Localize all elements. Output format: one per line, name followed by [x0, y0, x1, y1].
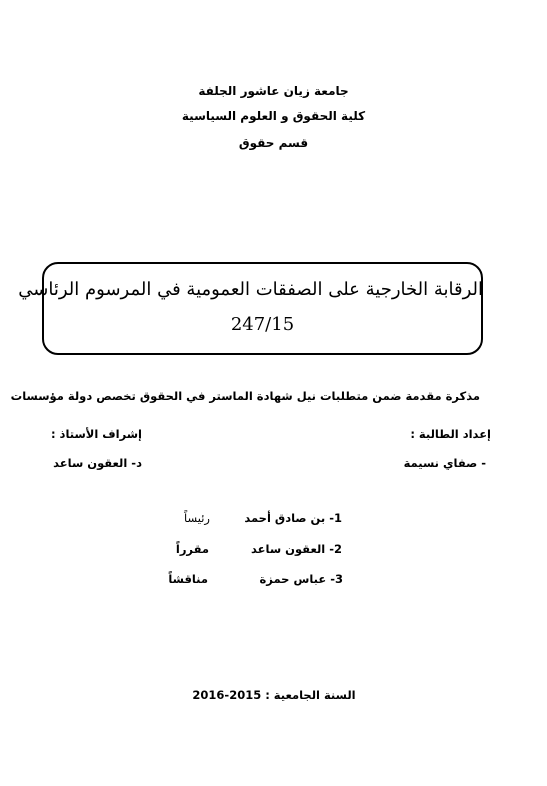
jury-member-3-role: مناقشاً: [168, 572, 208, 586]
academic-year: السنة الجامعية : 2015-2016: [192, 688, 356, 702]
thesis-title-line-1: الرقابة الخارجية على الصفقات العمومية في المرسوم الرئاسي: [18, 279, 483, 300]
jury-member-1-name: 1- بن صادق أحمد: [244, 511, 342, 525]
supervisor-name: د- العقون ساعد: [53, 456, 142, 470]
jury-member-2-name: 2- العقون ساعد: [251, 542, 342, 556]
jury-member-2-role: مقرراً: [175, 542, 209, 556]
supervisor-label: إشراف الأستاذ :: [50, 427, 142, 441]
faculty-name: كلية الحقوق و العلوم السياسية: [181, 109, 366, 123]
thesis-note: مذكرة مقدمة ضمن متطلبات نيل شهادة الماستر في الحقوق تخصص دولة مؤسسات: [10, 389, 480, 403]
student-label: إعداد الطالبة :: [410, 427, 491, 441]
student-name: - صفاي نسيمة: [403, 456, 486, 470]
jury-member-1-role: رئيساً: [184, 511, 210, 525]
department-name: قسم حقوق: [238, 136, 309, 150]
thesis-title-line-2: 247/15: [230, 314, 295, 335]
university-name: جامعة زيان عاشور الجلفة: [198, 84, 349, 98]
jury-member-3-name: 3- عباس حمزة: [259, 572, 343, 586]
title-frame: [18, 262, 483, 355]
